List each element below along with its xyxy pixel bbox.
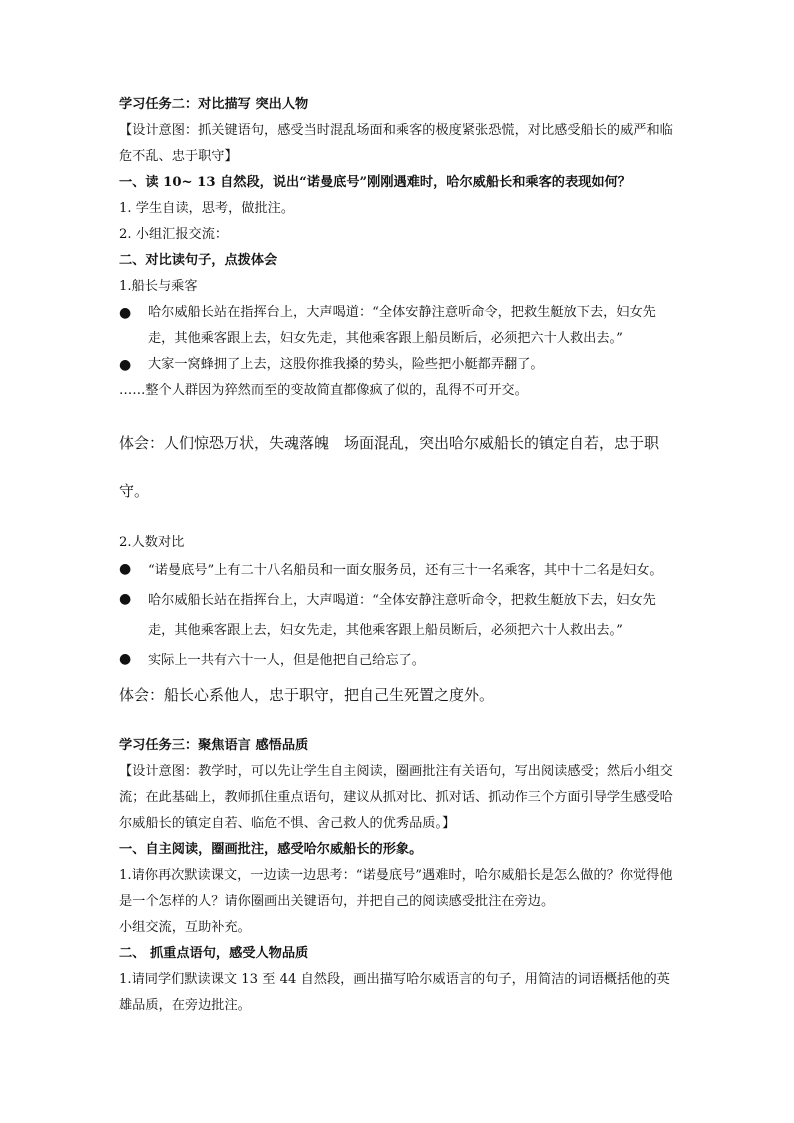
task2-step-1: 1. 学生自读，思考，做批注。 (119, 201, 295, 216)
task2-design-intent: 【设计意图：抓关键语句，感受当时混乱场面和乘客的极度紧张恐慌，对比感受船长的威严和临危不乱、忠于职守】 (119, 123, 673, 164)
bullet-text: 实际上一共有六十一人，但是他把自己给忘了。 (148, 653, 425, 668)
bullet-text: 哈尔威船长站在指挥台上，大声喝道：“全体安静注意听命令，把救生艇放下去，妇女先走，其他乘客跟上去，妇女先走，其他乘客跟上船员断后，必须把六十人救出去。” (148, 593, 656, 638)
task2-step-2: 2. 小组汇报交流： (119, 227, 229, 242)
reflection-1: 体会：人们惊恐万状，失魂落魄 场面混乱，突出哈尔威船长的镇定自若，忠于职守。 (119, 434, 660, 500)
task3-title: 学习任务三：聚焦语言 感悟品质 (119, 738, 309, 753)
bullet-icon: ● (119, 591, 132, 607)
task2-title: 学习任务二：对比描写 突出人物 (119, 97, 309, 112)
bullet-text: 哈尔威船长站在指挥台上，大声喝道：“全体安静注意听命令，把救生艇放下去，妇女先走，其他乘客跟上去，妇女先走，其他乘客跟上船员断后，必须把六十人救出去。” (148, 305, 656, 346)
bullet-icon: ● (119, 357, 132, 373)
task2-subheading-captain-passengers: 1.船长与乘客 (119, 279, 198, 294)
bullet-item (119, 352, 679, 378)
bullet-item (119, 646, 679, 676)
task3-design-intent: 【设计意图：教学时，可以先让学生自主阅读，圈画批注有关语句，写出阅读感受；然后小组交流；在此基础上，教师抓住重点语句，建议从抓对比、抓对话、抓动作三个方面引导学生感受哈尔威船长的镇定自若、临危不惧、舍己救人的优秀品质。】 (119, 764, 673, 831)
ellipsis-quote: ……整个人群因为猝然而至的变故简直都像疯了似的，乱得不可开交。 (119, 383, 528, 398)
task3-paragraph-2: 小组交流，互助补充。 (119, 920, 251, 935)
bullet-item (119, 556, 679, 586)
task2-question-1: 一、读 10~ 13 自然段，说出“诺曼底号”刚刚遇难时，哈尔威船长和乘客的表现如何？ (119, 175, 631, 190)
task2-subheading-count: 2.人数对比 (119, 535, 185, 550)
bullet-item (119, 300, 679, 352)
task3-heading-1: 一、自主阅读，圈画批注，感受哈尔威船长的形象。 (119, 842, 423, 857)
reflection-2: 体会：船长心系他人，忠于职守，把自己生死置之度外。 (119, 686, 495, 704)
bullet-item (119, 586, 679, 646)
bullet-icon: ● (119, 651, 132, 667)
task3-paragraph-3: 1.请同学们默读课文 13 至 44 自然段，画出描写哈尔威语言的句子，用简洁的词语概括他的英雄品质，在旁边批注。 (119, 972, 670, 1013)
document-page (119, 92, 679, 1019)
bullet-text: “诺曼底号”上有二十八名船员和一面女服务员，还有三十一名乘客，其中十二名是妇女。 (148, 563, 663, 578)
task2-heading-2: 二、对比读句子，点拨体会 (119, 253, 278, 268)
task3-paragraph-1: 1.请你再次默读课文，一边读一边思考：“诺曼底号”遇难时，哈尔威船长是怎么做的？你觉得他是一个怎样的人？请你圈画出关键语句，并把自己的阅读感受批注在旁边。 (119, 868, 673, 909)
task3-heading-2: 二、 抓重点语句，感受人物品质 (119, 946, 309, 961)
bullet-icon: ● (119, 561, 132, 577)
bullet-text: 大家一窝蜂拥了上去，这股你推我搡的势头，险些把小艇都弄翻了。 (148, 357, 544, 372)
bullet-icon: ● (119, 305, 132, 321)
